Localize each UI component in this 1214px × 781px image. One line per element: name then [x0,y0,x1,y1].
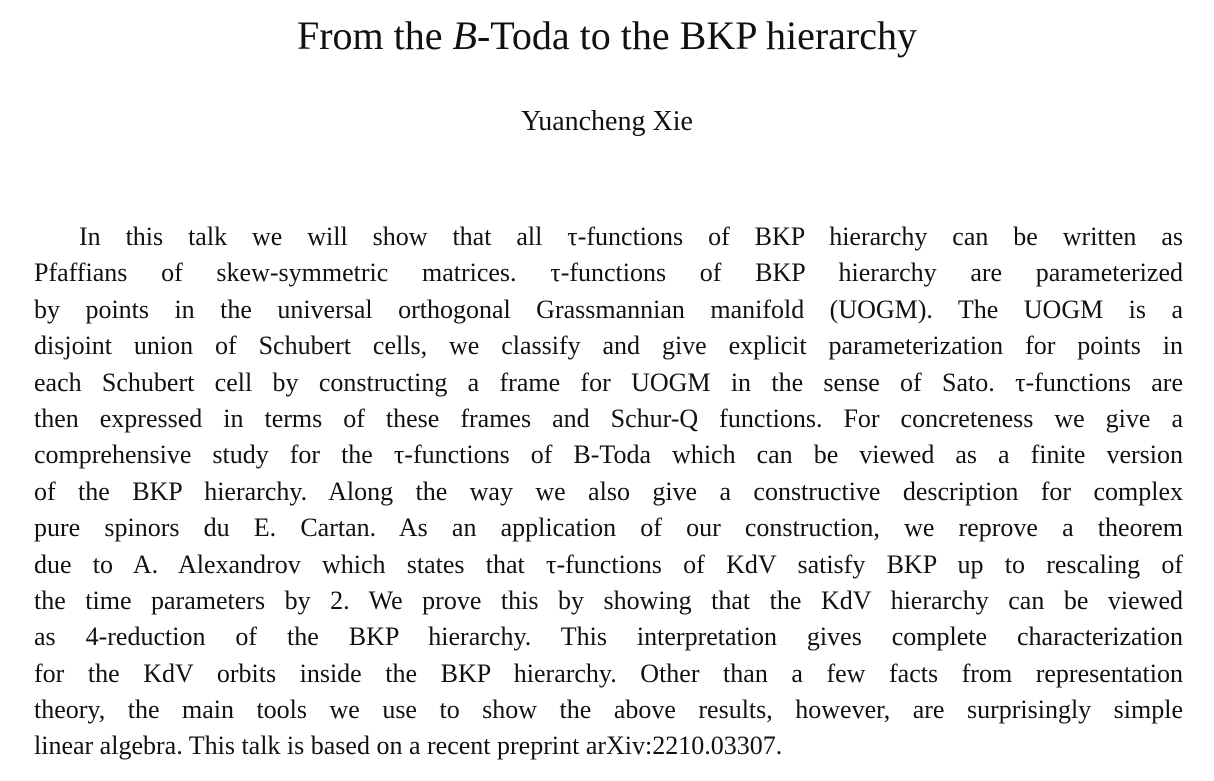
abstract-line: then expressed in terms of these frames and Schur-Q functions. For concreteness we give a [34,403,1183,433]
abstract-line: the time parameters by 2. We prove this by showing that the KdV hierarchy can be viewed [34,585,1183,615]
abstract-line: each Schubert cell by constructing a frame for UOGM in the sense of Sato. τ-functions are [34,367,1183,397]
abstract-line: due to A. Alexandrov which states that τ-functions of KdV satisfy BKP up to rescaling of [34,549,1183,579]
abstract-line: Pfaffians of skew-symmetric matrices. τ-functions of BKP hierarchy are parameterized [34,258,1183,288]
abstract-line: pure spinors du E. Cartan. As an application of our construction, we reprove a theorem [34,513,1183,543]
paper-title [0,10,1214,62]
abstract-line: as 4-reduction of the BKP hierarchy. This interpretation gives complete characterization [34,622,1183,652]
abstract-line: of the BKP hierarchy. Along the way we also give a constructive description for complex [34,476,1183,506]
title-math-b: B [452,13,477,58]
abstract-line: for the KdV orbits inside the BKP hierarchy. Other than a few facts from representation [34,658,1183,688]
author-name: Yuancheng Xie [521,106,693,137]
abstract-line: by points in the universal orthogonal Grassmannian manifold (UOGM). The UOGM is a [34,294,1183,324]
title-suffix: -Toda to the BKP hierarchy [476,13,918,58]
abstract [34,219,1183,765]
abstract-line: disjoint union of Schubert cells, we classify and give explicit parameterization for points in [34,331,1183,361]
abstract-line: theory, the main tools we use to show the above results, however, are surprisingly simple [34,695,1183,725]
abstract-line: linear algebra. This talk is based on a recent preprint arXiv:2210.03307. [34,731,783,761]
abstract-line: In this talk we will show that all τ-functions of BKP hierarchy can be written as [79,222,1183,251]
title-prefix: From the [296,13,453,58]
abstract-line: comprehensive study for the τ-functions of B-Toda which can be viewed as a finite version [34,440,1183,470]
